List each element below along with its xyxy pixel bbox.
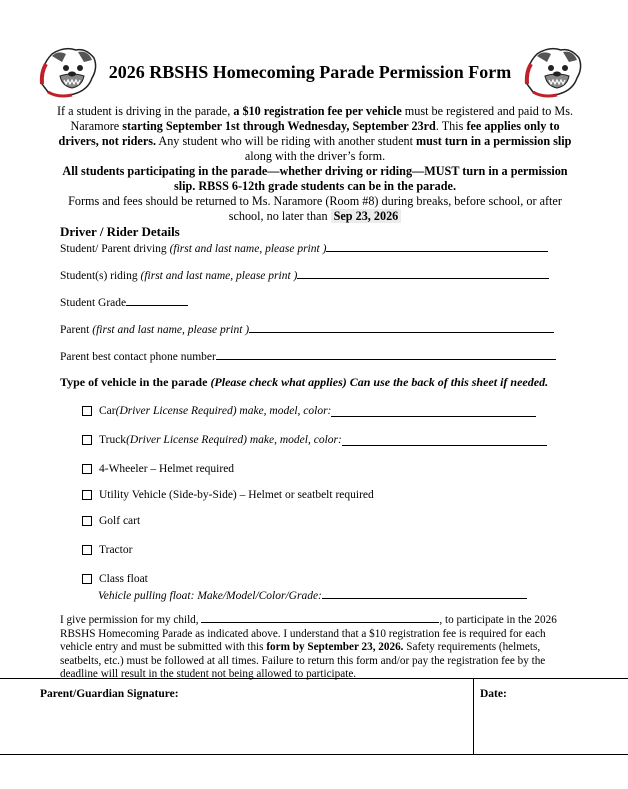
vehicle-option-class-float[interactable]: Class float [82, 573, 148, 585]
vehicle-option-4-wheeler[interactable]: 4-Wheeler – Helmet required [82, 463, 234, 475]
vehicle-heading: Type of vehicle in the parade (Please check what applies) Can use the back of this sheet if needed. [60, 375, 549, 389]
intro-paragraph-fee: If a student is driving in the parade, a $10 registration fee per vehicle must be registered and paid to Ms. Naramore starting September 1st through Wednesday, September 23rd. This fee applies only to drivers, not riders. Any student who will be riding with another student must turn in a permission slip along with the driver’s form. [56, 104, 574, 163]
utility-vehicle-checkbox[interactable] [82, 490, 92, 500]
vehicle-option-golf-cart[interactable]: Golf cart [82, 515, 140, 527]
car-details-line[interactable] [331, 405, 536, 417]
date-label: Date: [480, 688, 507, 700]
bulldog-logo-left [38, 44, 100, 100]
intro-paragraph-all-students: All students participating in the parade—whether driving or riding—MUST turn in a permission slip. RBSS 6-12th grade students can be in the parade. [62, 164, 568, 193]
golf-cart-checkbox[interactable] [82, 516, 92, 526]
vehicle-option-tractor[interactable]: Tractor [82, 544, 132, 556]
car-checkbox[interactable] [82, 406, 92, 416]
class-float-checkbox[interactable] [82, 574, 92, 584]
permission-statement: I give permission for my child, , to participate in the 2026 RBSHS Homecoming Parade as indicated above. I understand that a $10 registration fee is required for each vehicle entry and must be submitted with this form by September 23, 2026. Safety requirements (helmets, seatbelts, etc.) must be followed at all times. Failure to return this form and/or pay the registration fee by the deadline will result in the student not being allowed to participate. [60, 614, 557, 680]
student-grade-field[interactable]: Student Grade [60, 294, 188, 309]
intro-paragraph-return: Forms and fees should be returned to Ms. Naramore (Room #8) during breaks, before school, or after school, no later than Sep 23, 2026 [68, 194, 562, 223]
students-riding-field[interactable]: Student(s) riding (first and last name, please print ) [60, 267, 549, 282]
child-name-line[interactable] [201, 612, 439, 623]
vehicle-option-utility[interactable]: Utility Vehicle (Side-by-Side) – Helmet or seatbelt required [82, 489, 374, 501]
students-riding-line[interactable] [297, 267, 549, 279]
vehicle-option-truck[interactable]: Truck (Driver License Required) make, model, color: [82, 434, 547, 446]
student-driving-line[interactable] [326, 240, 548, 252]
parent-signature-area[interactable] [0, 679, 473, 754]
student-driving-field[interactable]: Student/ Parent driving (first and last name, please print ) [60, 240, 548, 255]
signature-box [0, 678, 628, 755]
truck-checkbox[interactable] [82, 435, 92, 445]
form-title: 2026 RBSHS Homecoming Parade Permission Form [108, 62, 512, 82]
bulldog-mascot-icon [38, 44, 100, 100]
parent-phone-field[interactable]: Parent best contact phone number [60, 348, 556, 363]
student-grade-line[interactable] [126, 294, 188, 306]
parent-signature-label: Parent/Guardian Signature: [40, 688, 179, 700]
tractor-checkbox[interactable] [82, 545, 92, 555]
4-wheeler-checkbox[interactable] [82, 464, 92, 474]
date-area[interactable] [474, 679, 628, 754]
parent-name-field[interactable]: Parent (first and last name, please print ) [60, 321, 554, 336]
truck-details-line[interactable] [342, 434, 547, 446]
float-vehicle-field[interactable]: Vehicle pulling float: Make/Model/Color/Grade: [98, 587, 527, 602]
bulldog-mascot-icon [523, 44, 585, 100]
bulldog-logo-right [523, 44, 585, 100]
details-heading: Driver / Rider Details [60, 224, 180, 239]
float-vehicle-line[interactable] [322, 587, 527, 599]
intro-text [55, 104, 575, 224]
vehicle-option-car[interactable]: Car (Driver License Required) make, model, color: [82, 405, 536, 417]
parent-phone-line[interactable] [216, 348, 556, 360]
parent-name-line[interactable] [249, 321, 554, 333]
deadline-highlight: Sep 23, 2026 [331, 209, 402, 223]
